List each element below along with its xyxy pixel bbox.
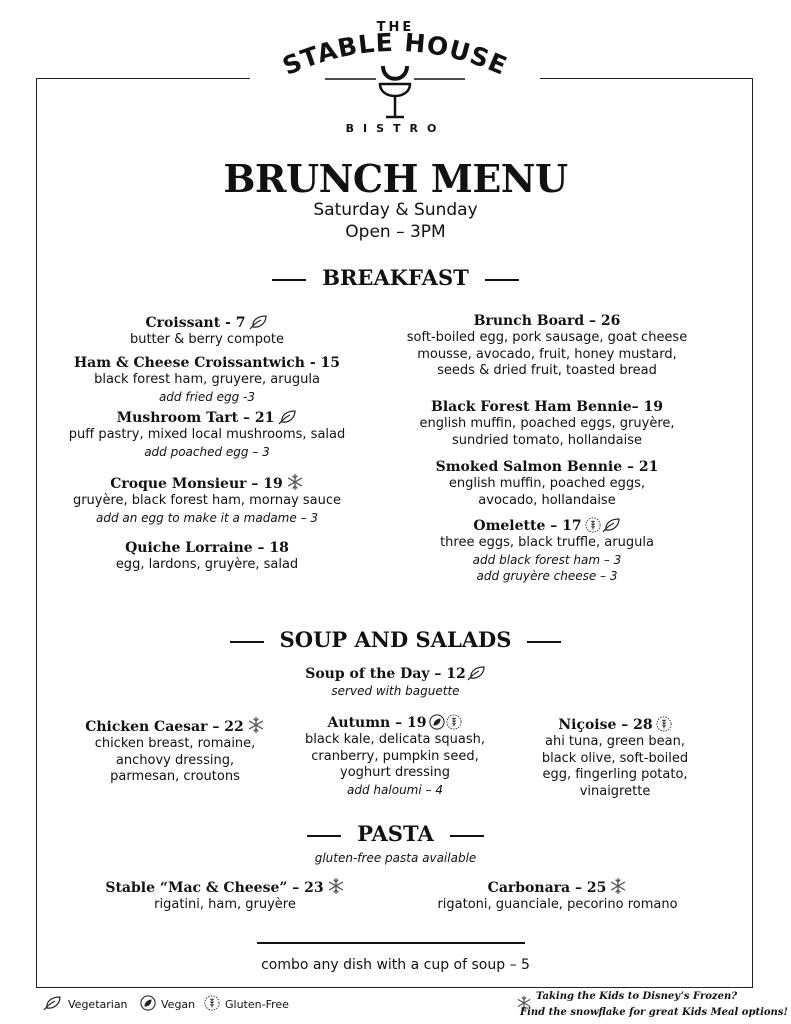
vegan-circle-leaf-icon (140, 995, 156, 1011)
logo-bistro: BISTRO (345, 122, 446, 135)
menu-item-autumn: Autumn – 19 black kale, delicata squash, cranberry, pumpkin seed, yoghurt dressing add haloumi – 4 (305, 715, 485, 797)
logo-the: THE (376, 20, 415, 35)
logo-name: STABLE HOUSE (278, 27, 512, 81)
menu-item-croque-monsieur: Croque Monsieur – 19 gruyère, black forest ham, mornay sauce add an egg to make it a madame – 3 (40, 473, 374, 526)
menu-item-ham-cheese-croissantwich: Ham & Cheese Croissantwich - 15 black forest ham, gruyere, arugula add fried egg -3 (73, 355, 341, 404)
section-heading-breakfast: BREAKFAST (0, 265, 791, 290)
menu-item-stable-mac-and-cheese: Stable “Mac & Cheese” – 23 rigatini, ham, gruyère (100, 877, 350, 914)
menu-item-carbonara: Carbonara – 25 rigatoni, guanciale, pecorino romano (400, 877, 715, 914)
menu-item-quiche-lorraine: Quiche Lorraine – 18 egg, lardons, gruyère, salad (115, 540, 299, 572)
legend-vegan: Vegan (140, 995, 195, 1011)
section-heading-pasta: PASTA (0, 821, 791, 846)
gluten-free-icon (204, 995, 220, 1011)
menu-hours: Open – 3PM (345, 222, 446, 242)
pasta-note: gluten-free pasta available (314, 851, 477, 865)
snowflake-icon (247, 716, 265, 734)
gluten-free-icon (585, 517, 601, 533)
menu-days: Saturday & Sunday (313, 200, 478, 220)
menu-item-soup-of-the-day: Soup of the Day – 12 served with baguette (0, 665, 791, 699)
gluten-free-icon (446, 714, 462, 730)
vegetarian-leaf-icon (601, 517, 621, 533)
menu-item-omelette: Omelette – 17 three eggs, black truffle, arugula add black forest ham – 3 add gruyère cheese – 3 (440, 518, 654, 583)
legend-vegetarian: Vegetarian (42, 995, 128, 1011)
menu-item-brunch-board: Brunch Board – 26 soft-boiled egg, pork sausage, goat cheese mousse, avocado, fruit, honey mustard, seeds & dried fruit, toasted bread (406, 313, 688, 378)
menu-item-black-forest-ham-bennie: Black Forest Ham Bennie– 19 english muffin, poached eggs, gruyère, sundried tomato, hollandaise (419, 399, 675, 448)
vegan-circle-leaf-icon (429, 714, 445, 730)
vegetarian-leaf-icon (248, 314, 268, 330)
legend-gluten-free: Gluten-Free (204, 995, 289, 1011)
vegetarian-leaf-icon (277, 409, 297, 425)
vegetarian-leaf-icon (466, 665, 486, 681)
menu-item-nicoise: Niçoise – 28 ahi tuna, green bean, black olive, soft-boiled egg, fingerling potato, vinaigrette (541, 717, 689, 799)
snowflake-icon (609, 877, 627, 895)
page-title: BRUNCH MENU (223, 156, 568, 201)
snowflake-icon (286, 473, 304, 491)
menu-item-croissant: Croissant - 7 butter & berry compote (129, 315, 285, 347)
menu-item-mushroom-tart: Mushroom Tart – 21 puff pastry, mixed local mushrooms, salad add poached egg – 3 (68, 410, 346, 459)
combo-offer: combo any dish with a cup of soup – 5 (261, 957, 530, 973)
wine-glass-icon (380, 84, 410, 96)
stable-house-logo (270, 26, 520, 124)
snowflake-icon (327, 877, 345, 895)
section-heading-soup-and-salads: SOUP AND SALADS (0, 627, 791, 652)
menu-item-chicken-caesar: Chicken Caesar – 22 chicken breast, romaine, anchovy dressing, parmesan, croutons (60, 716, 290, 786)
horseshoe-icon (383, 66, 407, 79)
vegetarian-leaf-icon (42, 995, 62, 1011)
menu-item-smoked-salmon-bennie: Smoked Salmon Bennie – 21 english muffin, poached eggs, avocado, hollandaise (435, 459, 659, 508)
svg-text:STABLE HOUSE (278, 28, 511, 81)
gluten-free-icon (656, 716, 672, 732)
kids-frozen-note: Taking the Kids to Disney’s Frozen? Find the snowflake for great Kids Meal options! (520, 991, 788, 1018)
divider-rule (257, 942, 525, 944)
